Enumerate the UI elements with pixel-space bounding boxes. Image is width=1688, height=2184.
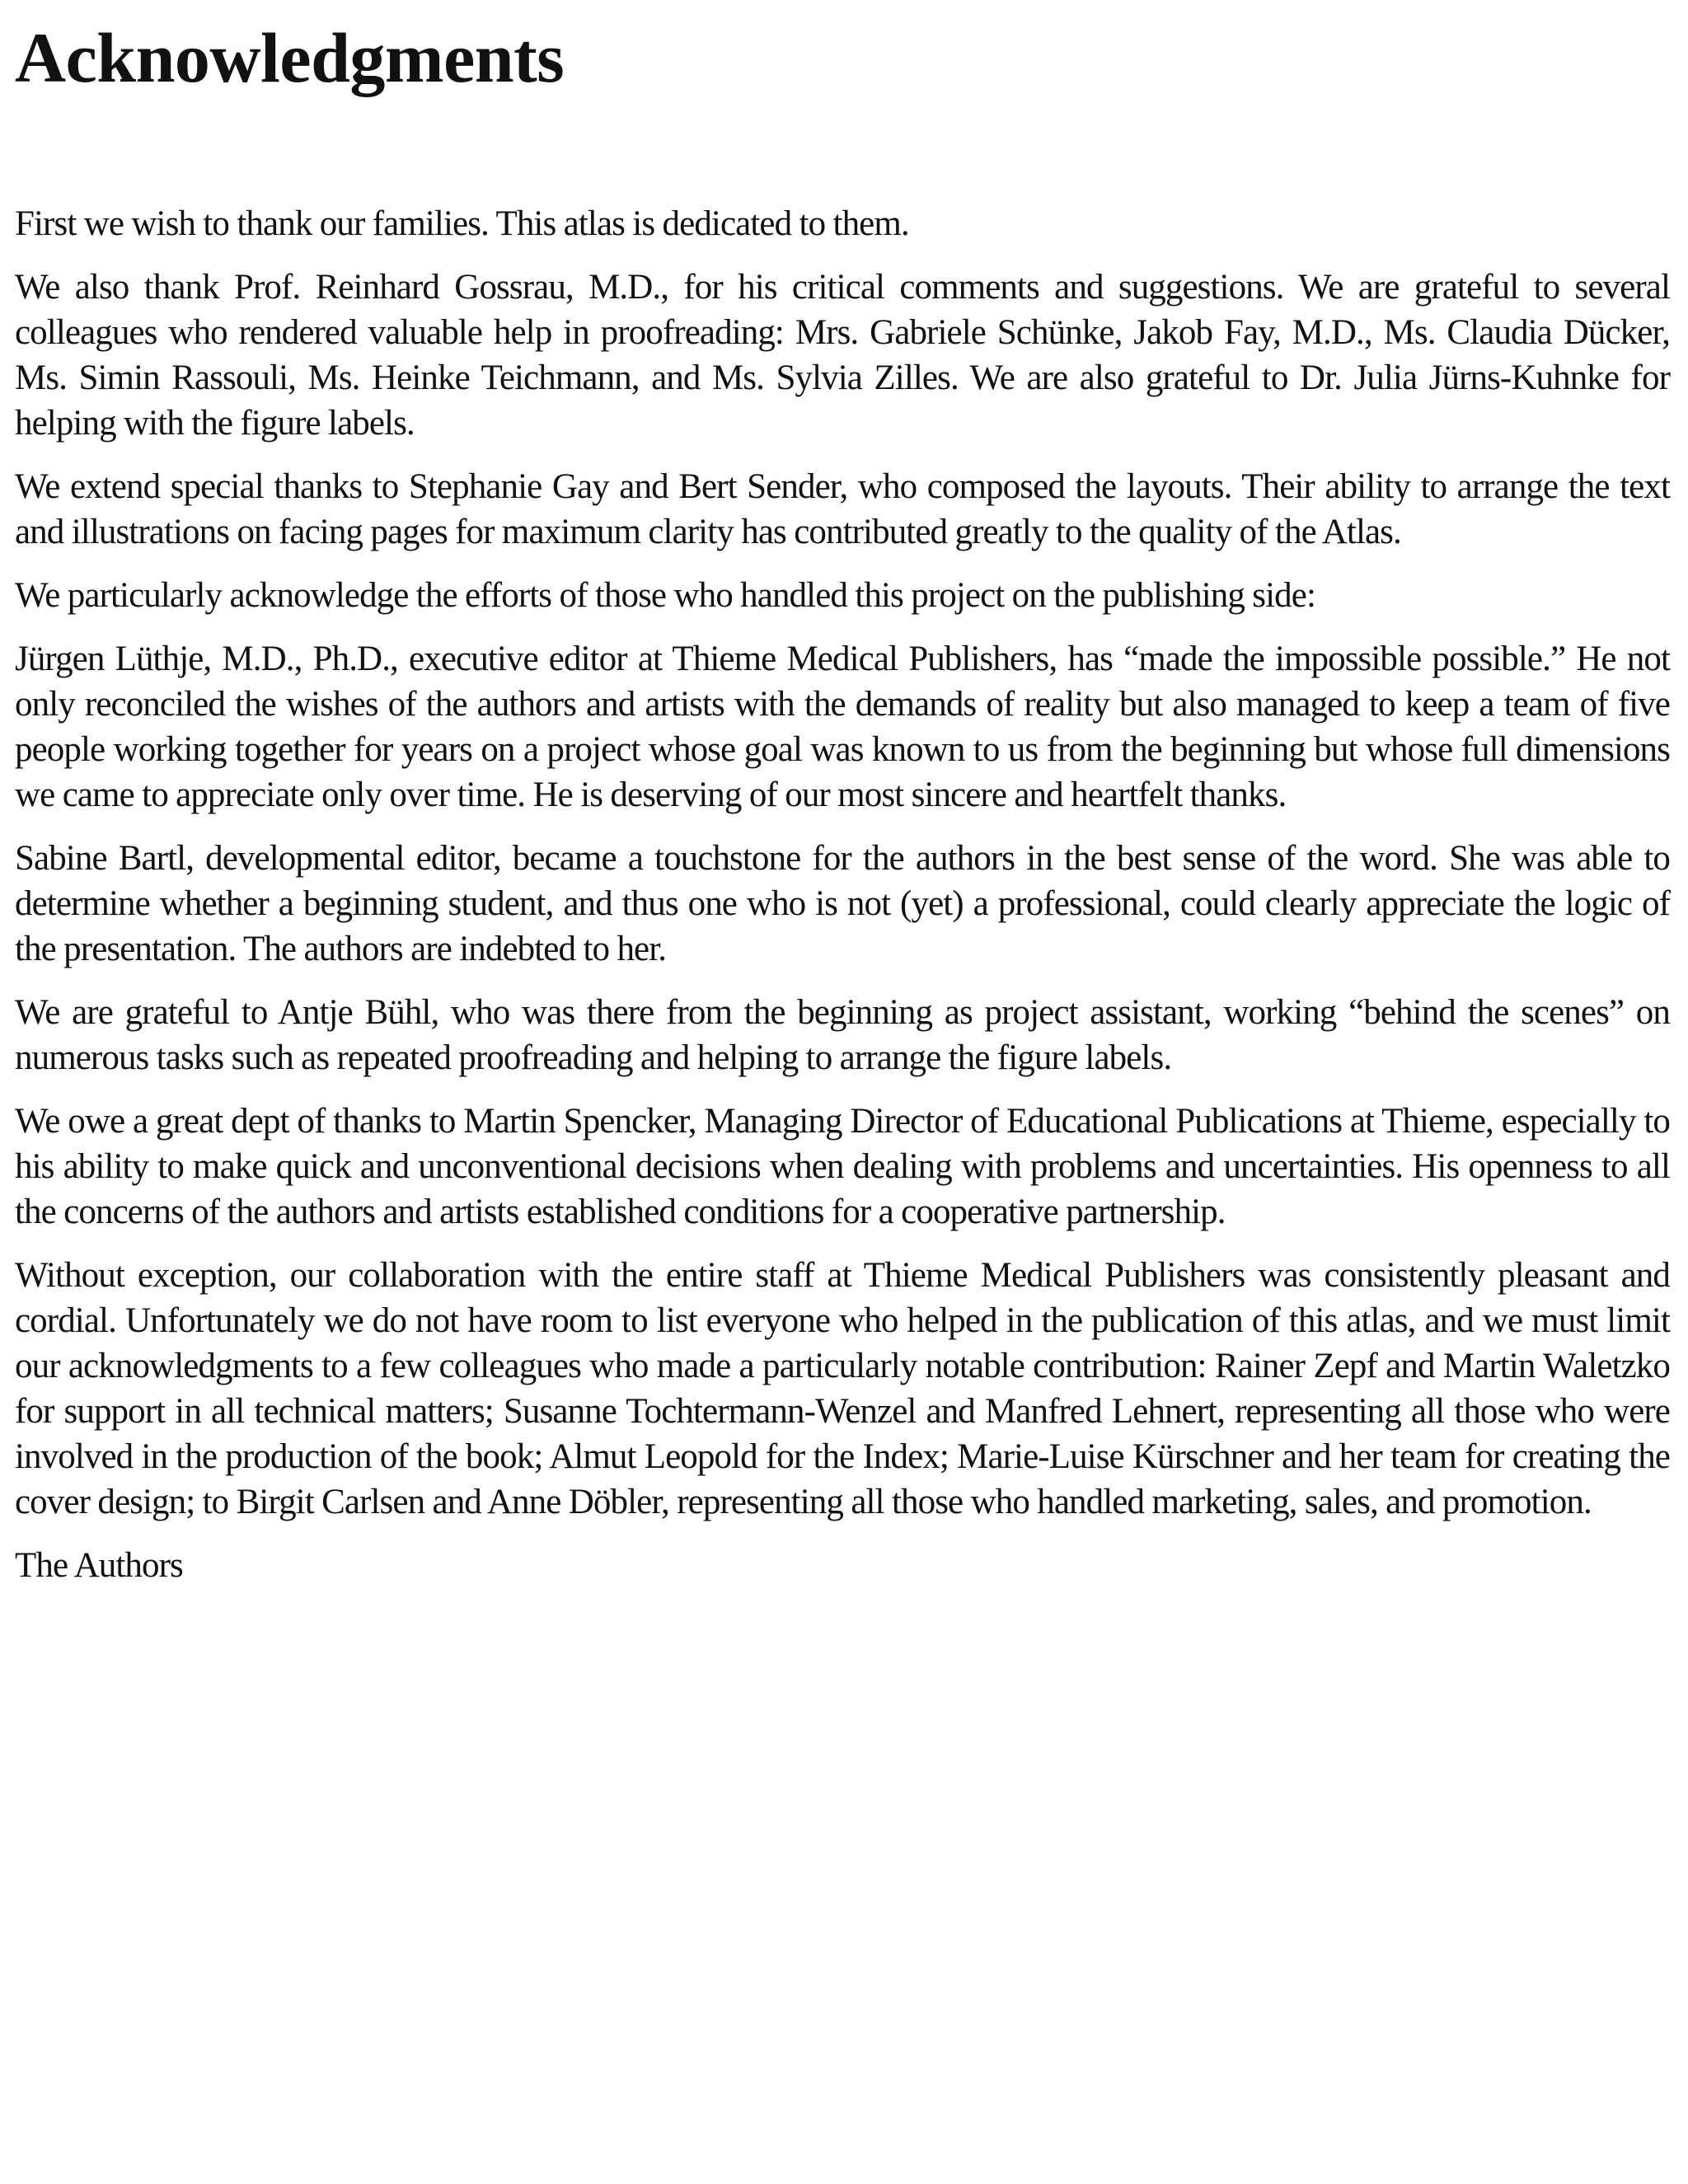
signature: The Authors <box>15 1546 183 1585</box>
paragraph-developmental-editor: Sabine Bartl, developmental editor, became a touchstone for the authors in the best sense of the word. She was able to determine whether a beginning student, and thus one who is not (yet) a professional, could clearly appreciate the logic of the presentation. The authors are indebted to her. <box>15 839 1670 968</box>
paragraph-layouts: We extend special thanks to Stephanie Gay and Bert Sender, who composed the layouts. Their ability to arrange the text and illustrations on facing pages for maximum clarity has contributed greatly to the quality of the Atlas. <box>15 467 1670 551</box>
paragraph-project-assistant: We are grateful to Antje Bühl, who was there from the beginning as project assistant, working “behind the scenes” on numerous tasks such as repeated proofreading and helping to arrange the figure labels. <box>15 993 1670 1077</box>
paragraph-managing-director: We owe a great dept of thanks to Martin Spencker, Managing Director of Educational Publications at Thieme, especially to his ability to make quick and unconventional decisions when dealing with problems and uncertainties. His openness to all the concerns of the authors and artists established conditions for a cooperative partnership. <box>15 1102 1670 1231</box>
acknowledgments-body <box>15 201 1670 1588</box>
acknowledgments-page <box>15 18 1670 1588</box>
paragraph-publishing-side: We particularly acknowledge the efforts of those who handled this project on the publishing side: <box>15 576 1316 615</box>
paragraph-families: First we wish to thank our families. This atlas is dedicated to them. <box>15 204 909 243</box>
paragraph-proofreading: We also thank Prof. Reinhard Gossrau, M.D., for his critical comments and suggestions. We are grateful to several colleagues who rendered valuable help in proofreading: Mrs. Gabriele Schünke, Jakob Fay, M.D., Ms. Claudia Dücker, Ms. Simin Rassouli, Ms. Heinke Teichmann, and Ms. Sylvia Zilles. We are also grateful to Dr. Julia Jürns-Kuhnke for helping with the figure labels. <box>15 268 1670 443</box>
paragraph-executive-editor: Jürgen Lüthje, M.D., Ph.D., executive editor at Thieme Medical Publishers, has “made the impossible possible.” He not only reconciled the wishes of the authors and artists with the demands of reality but also managed to keep a team of five people working together for years on a project whose goal was known to us from the beginning but whose full dimensions we came to appreciate only over time. He is deserving of our most sincere and heartfelt thanks. <box>15 640 1670 814</box>
page-title: Acknowledgments <box>15 18 565 97</box>
paragraph-staff: Without exception, our collaboration with the entire staff at Thieme Medical Publishers was consistently pleasant and cordial. Unfortunately we do not have room to list everyone who helped in the publication of this atlas, and we must limit our acknowledgments to a few colleagues who made a particularly notable contribution: Rainer Zepf and Martin Waletzko for support in all technical matters; Susanne Tochtermann-Wenzel and Manfred Lehnert, representing all those who were involved in the production of the book; Almut Leopold for the Index; Marie-Luise Kürschner and her team for creating the cover design; to Birgit Carlsen and Anne Döbler, representing all those who handled marketing, sales, and promotion. <box>15 1256 1670 1521</box>
